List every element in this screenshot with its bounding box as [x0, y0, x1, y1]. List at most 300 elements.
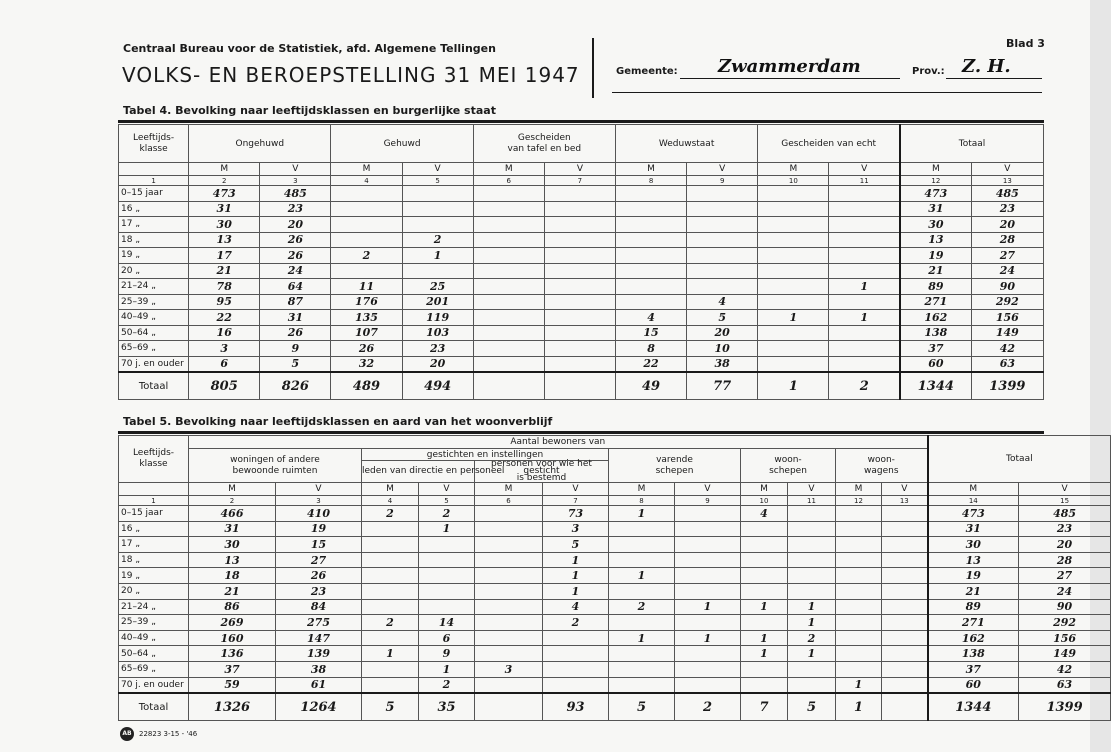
t5-data-row — [119, 537, 1111, 553]
t4-cell: 805 — [189, 372, 260, 400]
t5-row-label: 25–39 „ — [119, 615, 189, 631]
t5-row-label: 40–49 „ — [119, 630, 189, 646]
t5-head-varende: varende schepen — [609, 449, 741, 483]
t5-cell — [609, 552, 675, 568]
t5-cell: 60 — [928, 677, 1019, 693]
t4-cell: 26 — [260, 248, 331, 264]
t5-cell — [475, 599, 543, 615]
t5-cell: 86 — [189, 599, 276, 615]
t5-cell — [609, 661, 675, 677]
t4-data-row — [119, 294, 1044, 310]
t5-cell — [836, 506, 882, 522]
t4-cell: 64 — [260, 279, 331, 295]
t5-cell: 1 — [419, 661, 475, 677]
t4-head-gehuwd: Gehuwd — [331, 125, 473, 163]
t5-cell — [675, 537, 741, 553]
t4-cell — [829, 294, 900, 310]
t5-cell: 1 — [609, 630, 675, 646]
t4-cell — [473, 232, 544, 248]
t5-head-woonwagens: woon- wagens — [836, 449, 928, 483]
t5-cell: 35 — [419, 693, 475, 721]
t5-cell — [836, 661, 882, 677]
t5-cell: 30 — [928, 537, 1019, 553]
t5-cell — [741, 583, 788, 599]
t5-data-row — [119, 646, 1111, 662]
t5-cell — [362, 599, 419, 615]
t5-cell: 466 — [189, 506, 276, 522]
t5-cell — [882, 661, 928, 677]
bureau-line: Centraal Bureau voor de Statistiek, afd. Algemene Tellingen — [123, 42, 496, 55]
t4-cell: 1344 — [900, 372, 971, 400]
t5-cell: 2 — [543, 615, 609, 631]
t5-cell: 84 — [276, 599, 362, 615]
t4-cell — [544, 248, 615, 264]
t5-cell — [882, 521, 928, 537]
t4-cell: 1 — [829, 279, 900, 295]
t4-cell — [544, 217, 615, 233]
t4-cell: 13 — [189, 232, 260, 248]
blad-label: Blad 3 — [1006, 37, 1045, 50]
t5-cell — [836, 599, 882, 615]
t4-cell: 19 — [900, 248, 971, 264]
t4-cell: 119 — [402, 310, 473, 326]
t5-cell — [836, 583, 882, 599]
t4-cell — [473, 279, 544, 295]
t4-cell — [544, 341, 615, 357]
t5-cell — [788, 568, 836, 584]
t4-cell: 2 — [331, 248, 402, 264]
t4-cell — [758, 263, 829, 279]
t5-cell: 2 — [362, 615, 419, 631]
t4-cell: 3 — [189, 341, 260, 357]
t5-cell — [882, 615, 928, 631]
t5-cell — [609, 583, 675, 599]
t5-cell: 160 — [189, 630, 276, 646]
t4-cell: 485 — [260, 186, 331, 202]
t5-cell: 21 — [189, 583, 276, 599]
t5-col-label: Leeftijds- klasse — [119, 436, 189, 483]
t5-cell: 292 — [1019, 615, 1111, 631]
t4-cell: 28 — [971, 232, 1043, 248]
t5-cell — [675, 615, 741, 631]
t5-cell: 1264 — [276, 693, 362, 721]
t4-cell: 21 — [900, 263, 971, 279]
t4-mv-row: M V M V M V M V M V M V — [119, 163, 1044, 176]
t4-cell — [544, 186, 615, 202]
t5-cell: 5 — [609, 693, 675, 721]
t5-cell — [788, 677, 836, 693]
t5-cell — [836, 568, 882, 584]
t4-cell: 20 — [260, 217, 331, 233]
t4-cell — [829, 232, 900, 248]
t5-cell — [741, 661, 788, 677]
t4-cell — [758, 279, 829, 295]
t5-cell: 1 — [543, 552, 609, 568]
t4-cell: 13 — [900, 232, 971, 248]
t5-cell — [836, 630, 882, 646]
t4-cell: 22 — [189, 310, 260, 326]
t4-cell — [829, 217, 900, 233]
t4-cell: 78 — [189, 279, 260, 295]
t5-cell: 28 — [1019, 552, 1111, 568]
t4-data-row — [119, 263, 1044, 279]
t5-cell: 61 — [276, 677, 362, 693]
t5-cell: 2 — [788, 630, 836, 646]
t5-cell: 5 — [362, 693, 419, 721]
t4-cell: 22 — [615, 356, 686, 372]
t5-cell — [836, 537, 882, 553]
t4-row-label: Totaal — [119, 372, 189, 400]
t5-cell — [475, 521, 543, 537]
t5-cell — [543, 646, 609, 662]
t4-cell — [331, 232, 402, 248]
t5-cell — [836, 615, 882, 631]
t5-head-leden: leden van directie en personeel — [362, 461, 475, 483]
t4-cell — [473, 248, 544, 264]
t5-data-row — [119, 552, 1111, 568]
t4-cell — [615, 263, 686, 279]
t4-data-row — [119, 356, 1044, 372]
t5-cell: 27 — [1019, 568, 1111, 584]
t5-cell — [419, 552, 475, 568]
t4-cell — [829, 356, 900, 372]
t4-row-label: 18 „ — [119, 232, 189, 248]
t5-head-personen: personen voor wie het gesticht is bestemd — [475, 461, 609, 483]
t4-cell — [758, 294, 829, 310]
t4-cell: 2 — [829, 372, 900, 400]
t5-cell: 18 — [189, 568, 276, 584]
t4-cell: 37 — [900, 341, 971, 357]
t4-cell: 23 — [260, 201, 331, 217]
t5-row-label: 0–15 jaar — [119, 506, 189, 522]
t4-data-row — [119, 186, 1044, 202]
t4-cell: 5 — [687, 310, 758, 326]
t4-cell: 4 — [615, 310, 686, 326]
t4-cell: 38 — [687, 356, 758, 372]
t4-cell — [829, 201, 900, 217]
t5-cell — [882, 693, 928, 721]
t4-cell: 11 — [331, 279, 402, 295]
t4-cell: 292 — [971, 294, 1043, 310]
t4-cell: 9 — [260, 341, 331, 357]
t5-cell — [609, 521, 675, 537]
t5-cell: 473 — [928, 506, 1019, 522]
t4-cell: 2 — [402, 232, 473, 248]
t5-cell: 19 — [276, 521, 362, 537]
t5-cell: 2 — [609, 599, 675, 615]
prov-label: Prov.: — [912, 66, 945, 77]
t4-cell — [829, 186, 900, 202]
t5-cell: 37 — [189, 661, 276, 677]
t4-cell — [615, 279, 686, 295]
t4-cell: 24 — [260, 263, 331, 279]
t4-cell — [615, 232, 686, 248]
t4-cell: 176 — [331, 294, 402, 310]
t5-cell — [741, 677, 788, 693]
t4-cell: 149 — [971, 325, 1043, 341]
t5-cell: 271 — [928, 615, 1019, 631]
t4-cell: 826 — [260, 372, 331, 400]
t4-cell — [402, 186, 473, 202]
t5-cell — [675, 583, 741, 599]
t4-cell: 26 — [260, 232, 331, 248]
t4-cell: 201 — [402, 294, 473, 310]
tabel4-table — [118, 124, 1044, 400]
t5-cell: 410 — [276, 506, 362, 522]
t4-cell: 1 — [829, 310, 900, 326]
t5-cell: 269 — [189, 615, 276, 631]
t4-row-label: 16 „ — [119, 201, 189, 217]
t5-data-row — [119, 661, 1111, 677]
t4-cell — [544, 263, 615, 279]
t5-cell: 1 — [788, 615, 836, 631]
t4-head-gescheiden-tafel: Gescheiden van tafel en bed — [473, 125, 615, 163]
t4-cell: 494 — [402, 372, 473, 400]
t5-colnum-row: 1 2 3 4 5 6 7 8 9 10 11 12 13 14 15 — [119, 496, 1111, 506]
t4-cell: 42 — [971, 341, 1043, 357]
t5-cell — [675, 661, 741, 677]
t4-cell — [473, 294, 544, 310]
t5-head-gestichten: gestichten en instellingen — [362, 449, 609, 461]
t5-cell — [362, 521, 419, 537]
t4-cell: 1 — [402, 248, 473, 264]
printer-stamp-icon: AB — [120, 727, 134, 741]
t4-cell: 485 — [971, 186, 1043, 202]
t5-cell: 139 — [276, 646, 362, 662]
t4-cell — [758, 325, 829, 341]
t5-cell — [362, 552, 419, 568]
t5-cell — [788, 552, 836, 568]
t4-cell: 90 — [971, 279, 1043, 295]
t4-cell — [615, 294, 686, 310]
t5-cell — [419, 599, 475, 615]
t4-cell: 16 — [189, 325, 260, 341]
t5-cell — [882, 506, 928, 522]
t4-cell: 21 — [189, 263, 260, 279]
t4-cell: 25 — [402, 279, 473, 295]
t4-cell — [687, 263, 758, 279]
t5-cell — [675, 677, 741, 693]
t4-cell — [473, 263, 544, 279]
t5-cell: 9 — [419, 646, 475, 662]
t4-cell: 15 — [615, 325, 686, 341]
t4-cell — [758, 186, 829, 202]
t4-cell: 26 — [331, 341, 402, 357]
t5-cell: 13 — [189, 552, 276, 568]
t5-row-label: 65–69 „ — [119, 661, 189, 677]
t5-data-row — [119, 506, 1111, 522]
form-title: VOLKS- EN BEROEPSTELLING 31 MEI 1947 — [122, 63, 580, 87]
t4-cell — [544, 232, 615, 248]
t4-cell — [829, 248, 900, 264]
t5-cell: 2 — [675, 693, 741, 721]
t4-row-label: 40–49 „ — [119, 310, 189, 326]
t5-row-label: 18 „ — [119, 552, 189, 568]
t5-cell: 2 — [419, 677, 475, 693]
t4-total-row — [119, 372, 1044, 400]
t4-cell — [615, 186, 686, 202]
t4-cell: 20 — [402, 356, 473, 372]
t5-cell: 1399 — [1019, 693, 1111, 721]
t5-cell — [362, 677, 419, 693]
t5-row-label: 19 „ — [119, 568, 189, 584]
t4-cell — [473, 186, 544, 202]
t5-cell — [362, 537, 419, 553]
t4-cell: 103 — [402, 325, 473, 341]
t4-cell — [829, 263, 900, 279]
t5-head-woonschepen: woon- schepen — [741, 449, 836, 483]
t5-cell: 42 — [1019, 661, 1111, 677]
t5-cell: 1 — [836, 693, 882, 721]
t5-cell: 3 — [543, 521, 609, 537]
t5-cell — [882, 537, 928, 553]
t5-mv-row: M V M V M V M V M V M V M V — [119, 483, 1111, 496]
t5-cell: 1 — [543, 568, 609, 584]
t5-cell — [675, 568, 741, 584]
t5-cell: 89 — [928, 599, 1019, 615]
t5-cell: 63 — [1019, 677, 1111, 693]
t4-cell — [473, 310, 544, 326]
t4-cell: 27 — [971, 248, 1043, 264]
t4-cell: 138 — [900, 325, 971, 341]
t5-cell: 27 — [276, 552, 362, 568]
t4-cell — [402, 217, 473, 233]
t4-cell — [687, 186, 758, 202]
t5-data-row — [119, 521, 1111, 537]
t4-head-weduwstaat: Weduwstaat — [615, 125, 757, 163]
t4-cell — [758, 341, 829, 357]
t4-cell — [473, 217, 544, 233]
t4-cell: 31 — [900, 201, 971, 217]
t5-cell — [788, 537, 836, 553]
t4-cell: 31 — [260, 310, 331, 326]
t4-row-label: 20 „ — [119, 263, 189, 279]
t5-cell — [882, 646, 928, 662]
t5-data-row — [119, 677, 1111, 693]
t4-cell — [687, 201, 758, 217]
t4-cell — [402, 201, 473, 217]
t5-row-label: 70 j. en ouder — [119, 677, 189, 693]
t4-data-row — [119, 201, 1044, 217]
t5-data-row — [119, 615, 1111, 631]
t4-row-label: 19 „ — [119, 248, 189, 264]
t5-row-label: 17 „ — [119, 537, 189, 553]
t5-cell: 30 — [189, 537, 276, 553]
prov-value: Z. H. — [962, 56, 1011, 77]
t5-cell — [741, 615, 788, 631]
t4-cell: 49 — [615, 372, 686, 400]
t5-cell — [475, 537, 543, 553]
t4-cell: 271 — [900, 294, 971, 310]
t4-data-row — [119, 325, 1044, 341]
t4-row-label: 0–15 jaar — [119, 186, 189, 202]
t5-cell: 1 — [788, 646, 836, 662]
t5-cell: 275 — [276, 615, 362, 631]
t4-cell — [758, 201, 829, 217]
tabel5-title: Tabel 5. Bevolking naar leeftijdsklassen en aard van het woonverblijf — [123, 415, 553, 428]
t4-cell: 6 — [189, 356, 260, 372]
t5-cell: 1344 — [928, 693, 1019, 721]
t5-cell: 14 — [419, 615, 475, 631]
t4-colnum-row: 1 2 3 4 5 6 7 8 9 10 11 12 13 — [119, 176, 1044, 186]
tabel4-title: Tabel 4. Bevolking naar leeftijdsklassen en burgerlijke staat — [123, 104, 496, 117]
t5-cell — [475, 583, 543, 599]
t5-cell — [419, 583, 475, 599]
t5-cell — [609, 537, 675, 553]
t5-cell: 24 — [1019, 583, 1111, 599]
t4-cell: 20 — [971, 217, 1043, 233]
t4-cell — [473, 341, 544, 357]
t4-row-label: 70 j. en ouder — [119, 356, 189, 372]
t5-cell: 31 — [189, 521, 276, 537]
t4-cell — [758, 232, 829, 248]
t5-cell — [609, 646, 675, 662]
t5-cell: 19 — [928, 568, 1019, 584]
t4-head-totaal: Totaal — [900, 125, 1043, 163]
t4-cell: 23 — [402, 341, 473, 357]
t4-cell — [615, 248, 686, 264]
t5-cell — [419, 537, 475, 553]
t5-cell: 1 — [609, 506, 675, 522]
t4-cell — [544, 201, 615, 217]
t5-cell — [475, 693, 543, 721]
t5-cell — [609, 677, 675, 693]
t4-data-row — [119, 248, 1044, 264]
t4-cell — [544, 294, 615, 310]
t4-row-label: 25–39 „ — [119, 294, 189, 310]
gemeente-label: Gemeente: — [616, 66, 678, 77]
t5-row-label: 50–64 „ — [119, 646, 189, 662]
t5-cell: 6 — [419, 630, 475, 646]
t4-cell: 20 — [687, 325, 758, 341]
t5-cell: 149 — [1019, 646, 1111, 662]
t4-cell: 473 — [900, 186, 971, 202]
t5-cell — [882, 568, 928, 584]
t5-cell — [475, 677, 543, 693]
t5-cell — [836, 552, 882, 568]
t4-cell — [687, 279, 758, 295]
t5-cell: 5 — [788, 693, 836, 721]
t4-head-ongehuwd: Ongehuwd — [189, 125, 331, 163]
t4-cell — [544, 325, 615, 341]
t5-cell: 485 — [1019, 506, 1111, 522]
tabel5-table — [118, 435, 1111, 721]
t5-head-aantal: Aantal bewoners van — [189, 436, 928, 449]
t4-cell — [473, 325, 544, 341]
t4-cell: 5 — [260, 356, 331, 372]
t5-cell — [419, 568, 475, 584]
t5-cell — [675, 521, 741, 537]
t5-cell — [609, 615, 675, 631]
t5-cell — [675, 646, 741, 662]
t5-cell — [675, 552, 741, 568]
t4-cell: 31 — [189, 201, 260, 217]
t4-cell — [331, 217, 402, 233]
t4-cell — [758, 248, 829, 264]
t4-cell — [615, 217, 686, 233]
t4-cell: 107 — [331, 325, 402, 341]
t4-cell — [544, 372, 615, 400]
t5-cell — [475, 552, 543, 568]
t4-cell — [473, 201, 544, 217]
t5-cell: 5 — [543, 537, 609, 553]
t4-cell — [687, 248, 758, 264]
t5-cell — [788, 661, 836, 677]
t4-cell — [331, 186, 402, 202]
t5-cell: 23 — [276, 583, 362, 599]
t4-cell: 26 — [260, 325, 331, 341]
t5-cell: 20 — [1019, 537, 1111, 553]
